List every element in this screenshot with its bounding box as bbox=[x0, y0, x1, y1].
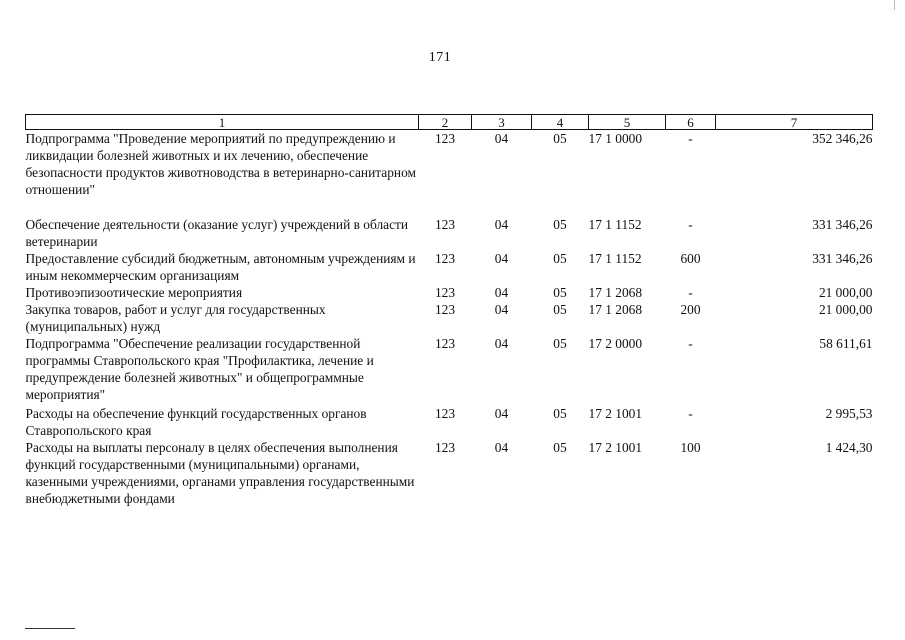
budget-table bbox=[25, 114, 873, 507]
footnote-separator bbox=[25, 628, 75, 629]
row-col-3: 04 bbox=[494, 131, 509, 146]
row-col-4: 05 bbox=[553, 336, 567, 351]
row-col-7: 58 611,61 bbox=[819, 336, 873, 351]
row-name: Противоэпизоотические мероприятия bbox=[25, 285, 243, 300]
row-col-3: 04 bbox=[494, 285, 509, 300]
column-header-6: 6 bbox=[666, 115, 716, 130]
row-col-6: - bbox=[688, 406, 693, 421]
column-header-5: 5 bbox=[589, 115, 666, 130]
row-col-4: 05 bbox=[553, 217, 567, 232]
row-col-5: 17 2 1001 bbox=[588, 440, 643, 455]
row-col-5: 17 2 0000 bbox=[588, 336, 643, 351]
table-row bbox=[26, 250, 873, 284]
row-col-7: 2 995,53 bbox=[825, 406, 873, 421]
row-col-2: 123 bbox=[434, 131, 456, 146]
row-col-4: 05 bbox=[553, 285, 567, 300]
row-col-5: 17 1 1152 bbox=[588, 251, 642, 266]
row-col-4: 05 bbox=[553, 440, 567, 455]
row-col-6: 600 bbox=[680, 251, 701, 266]
row-name: Обеспечение деятельности (оказание услуг) учреждений в области ветеринарии bbox=[25, 217, 409, 249]
row-col-2: 123 bbox=[434, 336, 456, 351]
row-col-4: 05 bbox=[553, 131, 567, 146]
row-col-2: 123 bbox=[434, 285, 456, 300]
column-header-4: 4 bbox=[532, 115, 589, 130]
row-col-6: - bbox=[688, 217, 693, 232]
table-row bbox=[26, 335, 873, 403]
table-row bbox=[26, 405, 873, 439]
row-col-2: 123 bbox=[434, 302, 456, 317]
row-col-3: 04 bbox=[494, 302, 509, 317]
table-row bbox=[26, 439, 873, 507]
scan-corner-mark bbox=[894, 0, 895, 10]
column-header-7: 7 bbox=[716, 115, 873, 130]
table-row bbox=[26, 130, 873, 199]
row-name: Расходы на обеспечение функций государственных органов Ставропольского края bbox=[25, 406, 367, 438]
row-col-5: 17 1 1152 bbox=[588, 217, 642, 232]
row-col-7: 331 346,26 bbox=[812, 217, 873, 232]
row-name: Подпрограмма "Обеспечение реализации государственной программы Ставропольского края "Профилактика, лечение и предупреждение болезней животных" и общепрограммные мероприятия" bbox=[25, 336, 374, 402]
row-col-5: 17 1 2068 bbox=[588, 302, 643, 317]
row-col-5: 17 1 2068 bbox=[588, 285, 643, 300]
row-col-3: 04 bbox=[494, 406, 509, 421]
row-col-6: - bbox=[688, 131, 693, 146]
row-name: Расходы на выплаты персоналу в целях обеспечения выполнения функций государственными (муниципальными) органами, казенными учреждениями, органами управления государственными внебюджетными фондами bbox=[25, 440, 415, 506]
row-col-7: 1 424,30 bbox=[825, 440, 873, 455]
row-col-2: 123 bbox=[434, 251, 456, 266]
row-col-2: 123 bbox=[434, 406, 456, 421]
column-header-3: 3 bbox=[472, 115, 532, 130]
row-col-7: 21 000,00 bbox=[818, 285, 873, 300]
row-col-6: 200 bbox=[680, 302, 701, 317]
row-col-2: 123 bbox=[434, 217, 456, 232]
table-row bbox=[26, 284, 873, 301]
row-col-3: 04 bbox=[494, 251, 509, 266]
row-spacer bbox=[26, 198, 873, 216]
row-col-6: 100 bbox=[680, 440, 701, 455]
row-name: Закупка товаров, работ и услуг для государственных (муниципальных) нужд bbox=[25, 302, 326, 334]
column-header-2: 2 bbox=[419, 115, 472, 130]
row-col-5: 17 2 1001 bbox=[588, 406, 643, 421]
row-col-4: 05 bbox=[553, 302, 567, 317]
row-col-4: 05 bbox=[553, 251, 567, 266]
row-name: Предоставление субсидий бюджетным, автономным учреждениям и иным некоммерческим организациям bbox=[25, 251, 416, 283]
row-col-3: 04 bbox=[494, 217, 509, 232]
page-number: 171 bbox=[428, 50, 452, 65]
column-header-row bbox=[26, 115, 873, 130]
table-row bbox=[26, 216, 873, 250]
row-col-6: - bbox=[688, 336, 693, 351]
row-name: Подпрограмма "Проведение мероприятий по предупреждению и ликвидации болезней животных и их лечению, обеспечение безопасности продуктов животноводства в ветеринарно-санитарном отношении" bbox=[25, 131, 416, 197]
row-col-3: 04 bbox=[494, 440, 509, 455]
row-col-5: 17 1 0000 bbox=[588, 131, 643, 146]
row-col-6: - bbox=[688, 285, 693, 300]
row-col-2: 123 bbox=[434, 440, 456, 455]
column-header-1: 1 bbox=[26, 115, 419, 130]
row-col-7: 331 346,26 bbox=[812, 251, 873, 266]
row-col-7: 352 346,26 bbox=[812, 131, 873, 146]
table-row bbox=[26, 301, 873, 335]
row-col-7: 21 000,00 bbox=[818, 302, 873, 317]
row-col-3: 04 bbox=[494, 336, 509, 351]
row-col-4: 05 bbox=[553, 406, 567, 421]
